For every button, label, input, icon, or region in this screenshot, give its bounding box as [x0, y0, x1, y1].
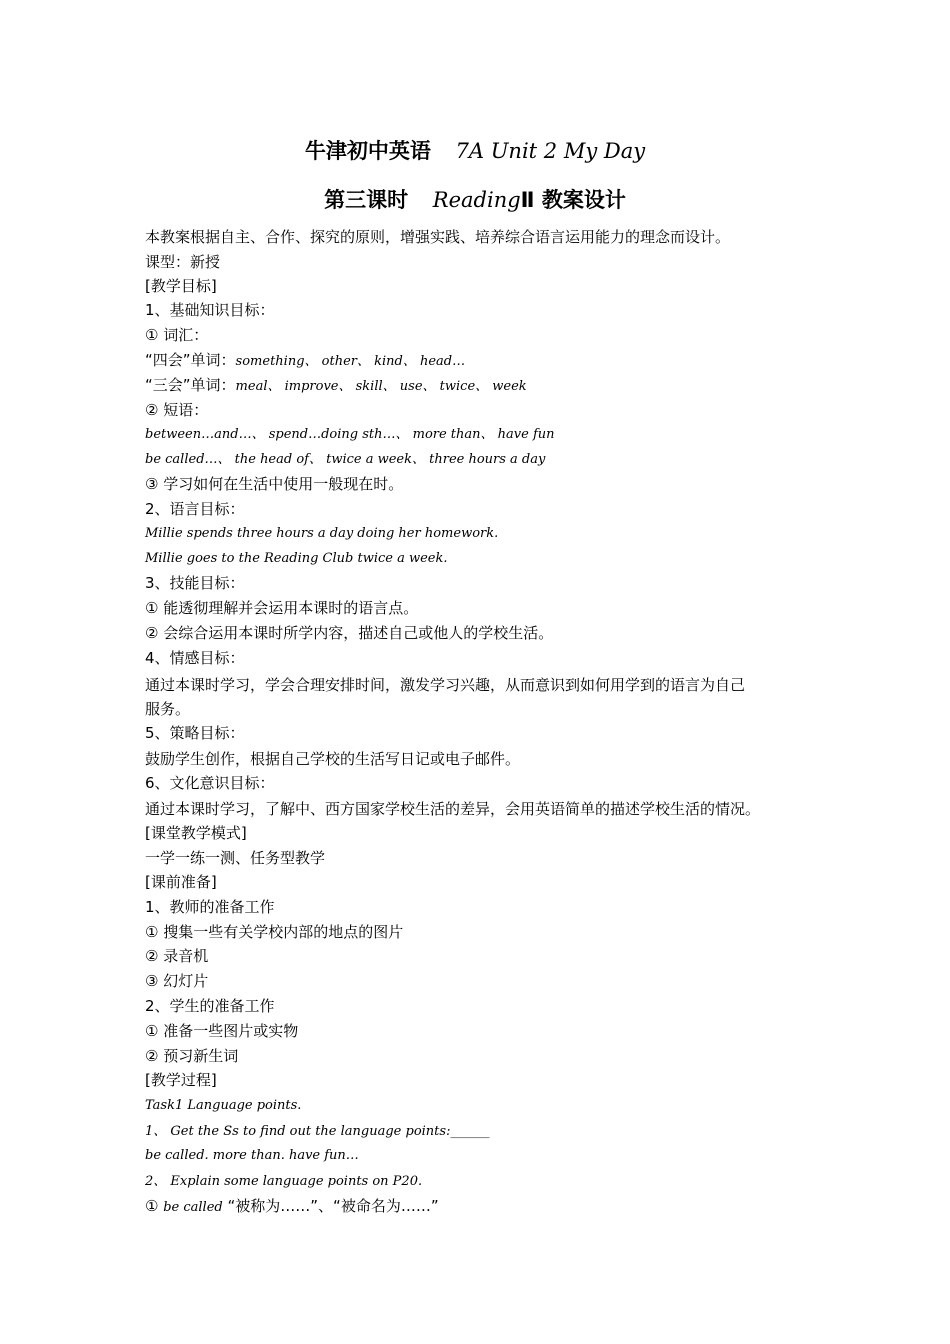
- teacher-prep-item-3: ③ 幻灯片: [145, 972, 209, 990]
- section-header-objectives: [教学目标]: [145, 277, 217, 295]
- phrases-heading: ② 短语：: [145, 401, 209, 419]
- objective-2: 2、语言目标：: [145, 500, 245, 518]
- objective-1: 1、基础知识目标：: [145, 301, 275, 319]
- section-header-preparation: [课前准备]: [145, 873, 217, 891]
- student-prep: 2、学生的准备工作: [145, 997, 275, 1015]
- subtitle-reading: Reading: [432, 188, 521, 212]
- title-chinese: 牛津初中英语: [304, 139, 431, 163]
- teacher-prep-item-1: ① 搜集一些有关学校内部的地点的图片: [145, 923, 404, 941]
- document-title: [0, 135, 950, 165]
- strategy-text: 鼓励学生创作，根据自己学校的生活写日记或电子邮件。: [145, 750, 521, 768]
- phrase-line-2: be called…、 the head of、 twice a week、 three hours a day: [145, 452, 546, 467]
- section-header-mode: [课堂教学模式]: [145, 824, 247, 842]
- emotion-text-1: 通过本课时学习，学会合理安排时间，激发学习兴趣，从而意识到如何用学到的语言为自己: [145, 676, 746, 694]
- skill-item-2: ② 会综合运用本课时所学内容，描述自己或他人的学校生活。: [145, 624, 554, 642]
- document-subtitle: [0, 184, 950, 214]
- grammar-item: ③ 学习如何在生活中使用一般现在时。: [145, 475, 404, 493]
- vocab-heading: ① 词汇：: [145, 326, 209, 344]
- four-skill-label: “四会”单词：: [145, 351, 236, 369]
- intro-paragraph: 本教案根据自主、合作、探究的原则，增强实践、培养综合语言运用能力的理念而设计。: [145, 228, 731, 246]
- phrase-line-1: between…and…、 spend…doing sth…、 more than、 have fun: [145, 427, 555, 442]
- student-prep-item-1: ① 准备一些图片或实物: [145, 1022, 299, 1040]
- step-1: 1、 Get the Ss to find out the language points:______: [145, 1124, 490, 1139]
- subtitle-design: 教案设计: [541, 188, 626, 212]
- teacher-prep: 1、教师的准备工作: [145, 898, 275, 916]
- skill-item-1: ① 能透彻理解并会运用本课时的语言点。: [145, 599, 419, 617]
- lesson-type: 课型：新授: [145, 253, 221, 271]
- objective-5: 5、策略目标：: [145, 724, 245, 742]
- subtitle-lesson: 第三课时: [324, 188, 409, 212]
- objective-6: 6、文化意识目标：: [145, 774, 275, 792]
- be-called-item: [145, 1196, 439, 1218]
- emotion-text-2: 服务。: [145, 700, 191, 718]
- objective-3: 3、技能目标：: [145, 574, 245, 592]
- teaching-mode: 一学一练一测、任务型教学: [145, 849, 326, 867]
- step-1-phrases: be called. more than. have fun…: [145, 1148, 359, 1163]
- four-skill-words: [145, 350, 465, 372]
- task-1-heading: Task1 Language points.: [145, 1098, 302, 1113]
- be-called-phrase: be called: [163, 1200, 223, 1215]
- three-skill-label: “三会”单词：: [145, 376, 236, 394]
- teacher-prep-item-2: ② 录音机: [145, 947, 209, 965]
- be-called-number: ①: [145, 1197, 164, 1215]
- title-english: 7A Unit 2 My Day: [455, 139, 646, 163]
- culture-text: 通过本课时学习，了解中、西方国家学校生活的差异，会用英语简单的描述学校生活的情况。: [145, 800, 761, 818]
- sentence-1: Millie spends three hours a day doing her homework.: [145, 526, 499, 541]
- student-prep-item-2: ② 预习新生词: [145, 1047, 239, 1065]
- three-skill-words: [145, 375, 527, 397]
- four-skill-list: something、 other、 kind、 head…: [235, 354, 466, 369]
- objective-4: 4、情感目标：: [145, 649, 245, 667]
- three-skill-list: meal、 improve、 skill、 use、 twice、 week: [235, 379, 527, 394]
- sentence-2: Millie goes to the Reading Club twice a week.: [145, 551, 448, 566]
- step-2: 2、 Explain some language points on P20.: [145, 1174, 423, 1189]
- be-called-meaning: “被称为……”、“被命名为……”: [222, 1197, 439, 1215]
- section-header-process: [教学过程]: [145, 1071, 217, 1089]
- subtitle-roman: Ⅱ: [520, 188, 535, 212]
